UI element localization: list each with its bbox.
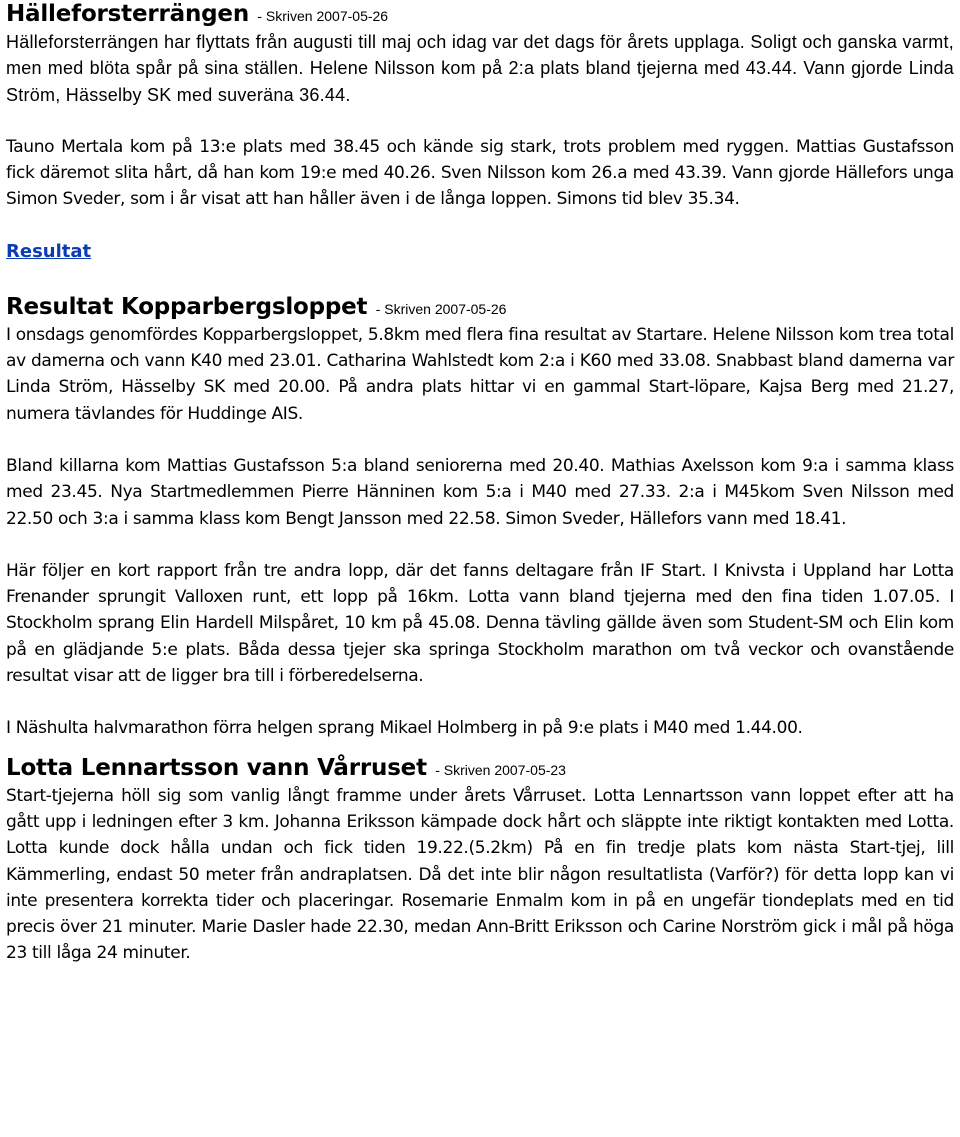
article-paragraph: Bland killarna kom Mattias Gustafsson 5:a bland seniorerna med 20.40. Mathias Axelsson kom 9:a i samma klass med 23.45. Nya Startmedlemmen Pierre Hänninen kom 5:a i M40 med 27.33. 2:a i M45kom Sven Nilsson med 22.50 och 3:a i samma klass kom Bengt Jansson med 22.58. Simon Sveder, Hällefors vann med 18.41.	[6, 455, 954, 529]
article-paragraph: Tauno Mertala kom på 13:e plats med 38.45 och kände sig stark, trots problem med ryggen. Mattias Gustafsson fick däremot slita hårt, då han kom 19:e med 40.26. Sven Nilsson kom 26.a med 43.39. Vann gjorde Hällefors unga Simon Sveder, som i år visat att han håller även i de långa loppen. Simons tid blev 35.34.	[6, 136, 954, 210]
article-paragraph: I Näshulta halvmarathon förra helgen sprang Mikael Holmberg in på 9:e plats i M40 med 1.44.00.	[6, 718, 803, 739]
results-link[interactable]: Resultat	[6, 240, 92, 262]
article-spacer	[6, 742, 954, 754]
article-headline	[6, 754, 954, 783]
article-date: - Skriven 2007-05-26	[257, 8, 389, 24]
paragraph-spacer	[6, 108, 954, 134]
article-hallefors	[6, 0, 954, 265]
article-paragraph: I onsdags genomfördes Kopparbergsloppet, 5.8km med flera fina resultat av Startare. Helene Nilsson kom trea total av damerna och vann K40 med 23.01. Catharina Wahlstedt kom 2:a i K60 med 33.08. Snabbast bland damerna var Linda Ström, Hässelby SK med 20.00. På andra plats hittar vi en gammal Start-löpare, Kajsa Berg med 21.27, numera tävlandes för Huddinge AIS.	[6, 324, 954, 424]
article-spacer	[6, 265, 954, 293]
article-paragraph: Här följer en kort rapport från tre andra lopp, där det fanns deltagare från IF Start. I Knivsta i Uppland har Lotta Frenander sprungit Valloxen runt, ett lopp på 16km. Lotta vann bland tjejerna med den fina tiden 1.07.05. I Stockholm sprang Elin Hardell Milspåret, 10 km på 45.08. Denna tävling gällde även som Student-SM och Elin kom på en glädjande 5:e plats. Båda dessa tjejer ska springa Stockholm marathon om två veckor och ovanstående resultat visar att de ligger bra till i förberedelserna.	[6, 560, 954, 687]
article-title: Lotta Lennartsson vann Vårruset	[6, 754, 427, 781]
article-kopparbergsloppet	[6, 293, 954, 742]
article-title: Hälleforsterrängen	[6, 1, 249, 27]
paragraph-spacer	[6, 689, 954, 715]
paragraph-spacer	[6, 532, 954, 558]
article-title: Resultat Kopparbergsloppet	[6, 293, 368, 320]
article-date: - Skriven 2007-05-26	[375, 300, 507, 317]
article-paragraph: Start-tjejerna höll sig som vanlig långt framme under årets Vårruset. Lotta Lennartsson vann loppet efter att ha gått upp i ledningen efter 3 km. Johanna Eriksson kämpade dock hårt och släppte inte riktigt kontakten med Lotta. Lotta kunde dock hålla undan och fick tiden 19.22.(5.2km) På en fin tredje plats kom nästa Start-tjej, lill Kämmerling, endast 50 meter från andraplatsen. Då det inte blir någon resultatlista (Varför?) för detta lopp kan vi inte presentera korrekta tider och placeringar. Rosemarie Enmalm kom in på en ungefär tiondeplats med en tid precis över 21 minuter. Marie Dasler hade 22.30, medan Ann-Britt Eriksson och Carine Norström gick i mål på höga 23 till låga 24 minuter.	[6, 785, 954, 964]
paragraph-spacer	[6, 213, 954, 239]
paragraph-spacer	[6, 427, 954, 453]
article-paragraph: Hälleforsterrängen har flyttats från augusti till maj och idag var det dags för årets upplaga. Soligt och ganska varmt, men med blöta spår på sina ställen. Helene Nilsson kom på 2:a plats bland tjejerna med 43.44. Vann gjorde Linda Ström, Hässelby SK med suveräna 36.44.	[6, 32, 954, 105]
article-headline	[6, 0, 954, 29]
article-varruset	[6, 754, 954, 967]
article-date: - Skriven 2007-05-23	[435, 761, 566, 778]
article-headline	[6, 293, 954, 322]
